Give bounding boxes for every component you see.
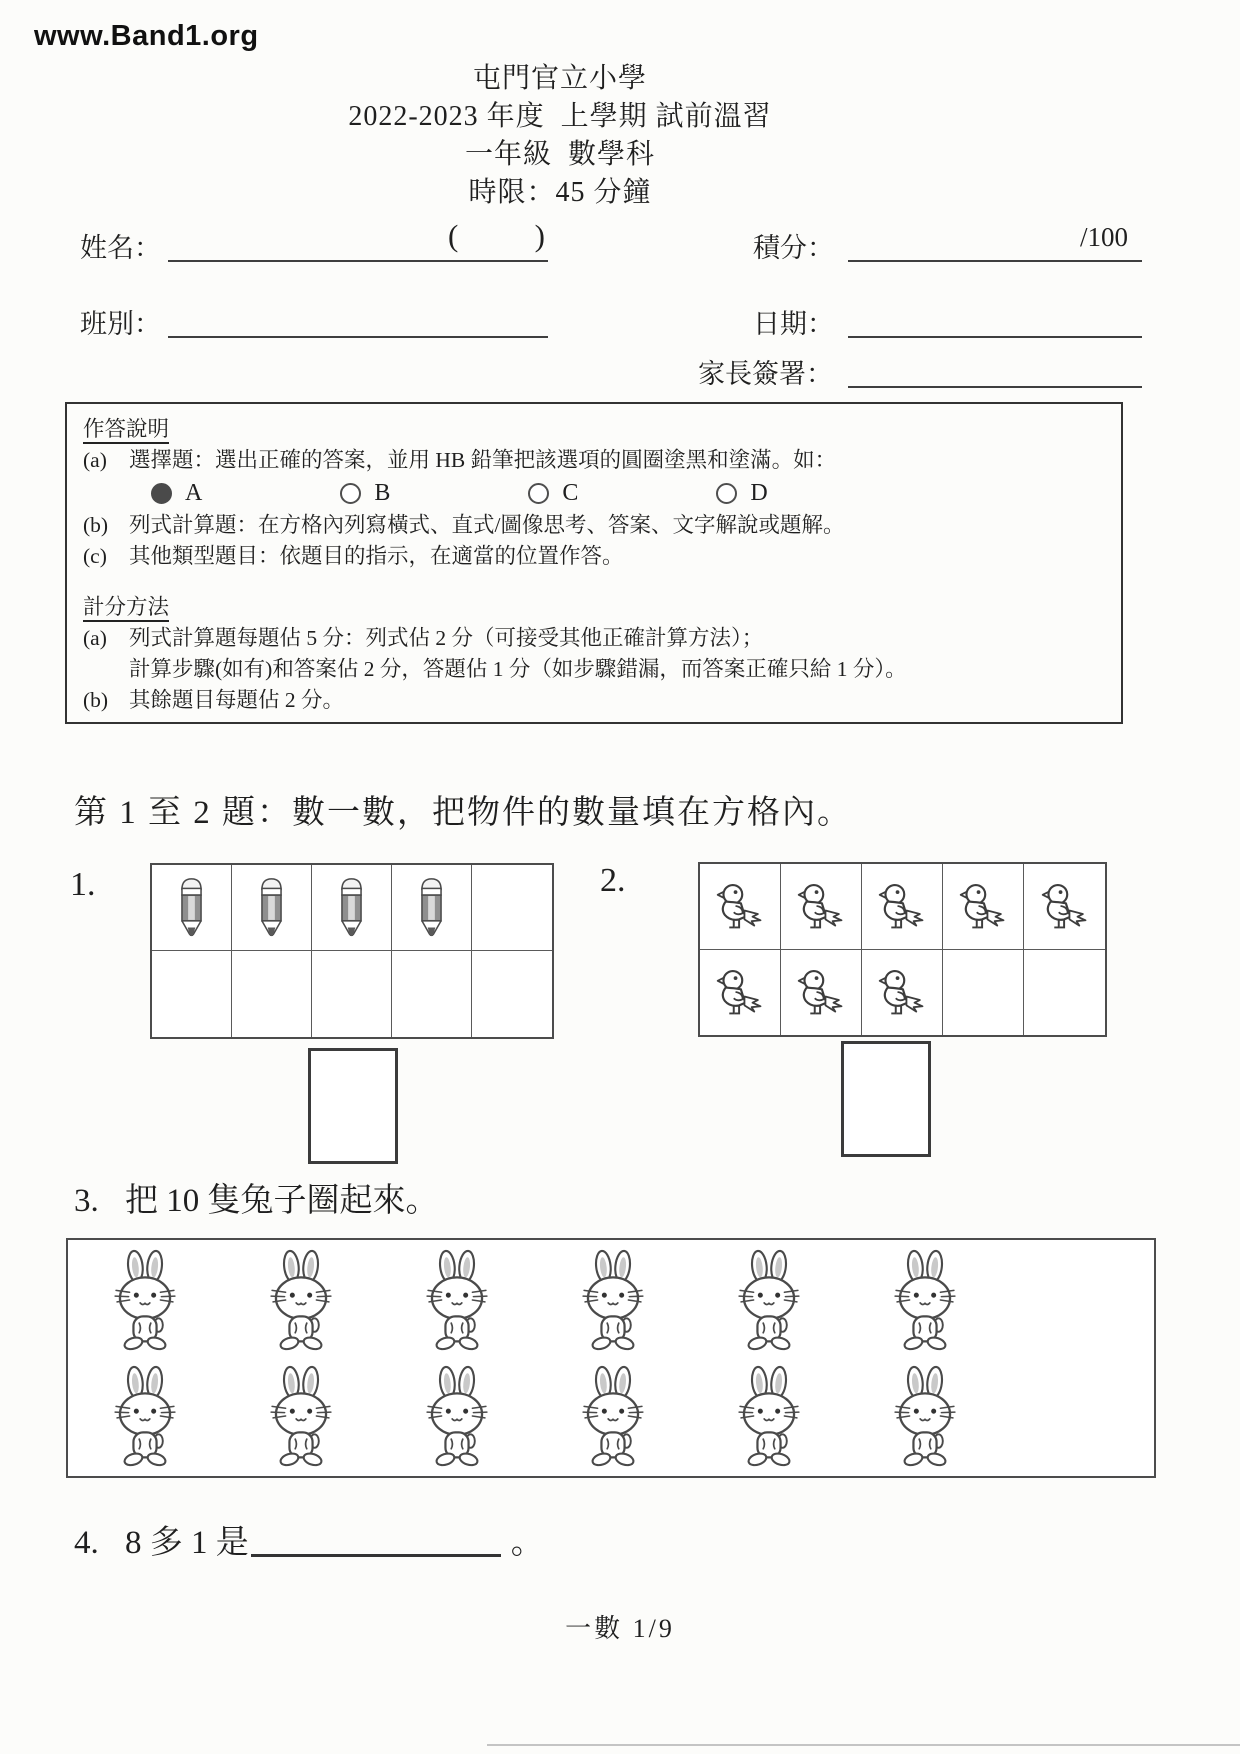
rabbit-icon[interactable] xyxy=(574,1364,652,1468)
grid-cell xyxy=(700,950,781,1036)
grid-cell xyxy=(700,864,781,950)
q1-number: 1. xyxy=(70,866,96,903)
grid-cell xyxy=(232,951,312,1037)
school-name: 屯門官立小學 xyxy=(472,63,647,94)
q2-grid xyxy=(698,862,1107,1037)
q3-text: 把 10 隻兔子圈起來。 xyxy=(125,1183,439,1219)
empty-bubble-icon xyxy=(528,483,549,504)
sample-option-C xyxy=(528,480,578,507)
grid-cell xyxy=(943,950,1024,1036)
instruction-item-b: (b) 列式計算題：在方格內列寫橫式、直式/圖像思考、答案、文字解說或題解。 xyxy=(83,513,845,537)
q3-question xyxy=(74,1174,439,1221)
year-term: 2022-2023 年度 上學期 試前溫習 xyxy=(348,101,772,132)
time-limit: 時限：45 分鐘 xyxy=(468,177,652,208)
instructions-box xyxy=(65,402,1123,724)
exam-header xyxy=(0,60,1120,212)
rabbit-icon[interactable] xyxy=(574,1248,652,1352)
q4-number: 4. xyxy=(74,1525,99,1561)
paren-open: ( xyxy=(448,218,459,253)
grid-cell xyxy=(472,865,552,951)
empty-bubble-icon xyxy=(340,483,361,504)
bird-icon xyxy=(875,967,929,1017)
option-label: B xyxy=(374,479,391,506)
paren-close: ) xyxy=(534,218,545,253)
sample-option-D xyxy=(716,480,767,507)
pencil-icon xyxy=(177,876,206,939)
page-footer: 一數 1/9 xyxy=(565,1614,675,1643)
pencil-icon xyxy=(417,876,446,939)
pencil-icon xyxy=(337,876,366,939)
grid-cell xyxy=(1024,864,1105,950)
q2-answer-box[interactable] xyxy=(841,1041,931,1157)
bird-icon xyxy=(794,967,848,1017)
pencil-icon xyxy=(257,876,286,939)
section-1-2-heading: 第 1 至 2 題：數一數，把物件的數量填在方格內。 xyxy=(74,795,852,831)
grid-cell xyxy=(392,865,472,951)
scoring-title: 計分方法 xyxy=(83,595,169,622)
mc-sample-options xyxy=(83,476,1105,510)
rabbit-icon[interactable] xyxy=(262,1364,340,1468)
rabbit-icon[interactable] xyxy=(106,1248,184,1352)
rabbit-field xyxy=(66,1238,1156,1478)
date-label: 日期： xyxy=(753,309,834,339)
scoring-item-a: (a) 列式計算題每題佔 5 分：列式佔 2 分（可接受其他正確計算方法）； xyxy=(83,626,764,650)
q1-grid xyxy=(150,863,554,1039)
option-label: C xyxy=(562,479,579,506)
bird-icon xyxy=(794,881,848,931)
instructions-title: 作答說明 xyxy=(83,417,169,444)
option-label: D xyxy=(750,479,768,506)
rabbit-icon[interactable] xyxy=(730,1364,808,1468)
filled-bubble-icon xyxy=(151,483,172,504)
instruction-item-c: (c) 其他類型題目：依題目的指示，在適當的位置作答。 xyxy=(83,544,624,568)
grid-cell xyxy=(862,950,943,1036)
grid-cell xyxy=(781,950,862,1036)
name-label: 姓名： xyxy=(80,233,161,263)
parent-signature-label: 家長簽署： xyxy=(698,359,833,389)
rabbit-icon[interactable] xyxy=(106,1364,184,1468)
bird-icon xyxy=(713,967,767,1017)
rabbit-icon[interactable] xyxy=(418,1364,496,1468)
instruction-item-a: (a) 選擇題：選出正確的答案，並用 HB 鉛筆把該選項的圓圈塗黑和塗滿。如： xyxy=(83,448,837,472)
rabbit-icon[interactable] xyxy=(886,1248,964,1352)
parent-signature-field[interactable] xyxy=(848,350,1142,388)
rabbit-icon[interactable] xyxy=(730,1248,808,1352)
sample-option-B xyxy=(340,480,390,507)
q4-question xyxy=(74,1516,544,1563)
q2-number: 2. xyxy=(600,862,626,899)
grid-cell xyxy=(1024,950,1105,1036)
class-number-parens xyxy=(448,218,545,254)
grid-cell xyxy=(943,864,1024,950)
rabbit-icon[interactable] xyxy=(418,1248,496,1352)
q4-answer-blank[interactable] xyxy=(251,1521,501,1557)
grid-cell xyxy=(312,951,392,1037)
date-field[interactable] xyxy=(848,300,1142,338)
grid-cell xyxy=(232,865,312,951)
empty-bubble-icon xyxy=(716,483,737,504)
grade-subject: 一年級 數學科 xyxy=(464,139,655,170)
grid-cell xyxy=(392,951,472,1037)
grid-cell xyxy=(781,864,862,950)
q1-answer-box[interactable] xyxy=(308,1048,398,1164)
watermark: www.Band1.org xyxy=(34,20,259,52)
rabbit-row xyxy=(68,1358,1154,1474)
grid-cell xyxy=(152,865,232,951)
scan-artifact-line xyxy=(487,1744,1240,1746)
grid-cell xyxy=(862,864,943,950)
scoring-item-b: (b) 其餘題目每題佔 2 分。 xyxy=(83,688,345,712)
class-field[interactable] xyxy=(168,300,548,338)
option-label: A xyxy=(185,479,203,506)
score-total: /100 xyxy=(1080,222,1129,252)
scoring-item-a-continued: 計算步驟(如有)和答案佔 2 分，答題佔 1 分（如步驟錯漏，而答案正確只給 1 分）。 xyxy=(129,657,907,681)
grid-cell xyxy=(152,951,232,1037)
grid-cell xyxy=(472,951,552,1037)
q4-period: 。 xyxy=(510,1525,544,1561)
grid-cell xyxy=(312,865,392,951)
spacer xyxy=(83,572,1105,592)
rabbit-row xyxy=(68,1242,1154,1358)
q3-number: 3. xyxy=(74,1183,99,1219)
sample-option-A xyxy=(151,480,202,507)
class-label: 班別： xyxy=(80,309,161,339)
bird-icon xyxy=(713,881,767,931)
score-label: 積分： xyxy=(753,233,834,263)
rabbit-icon[interactable] xyxy=(262,1248,340,1352)
bird-icon xyxy=(1038,881,1092,931)
q4-text: 8 多 1 是 xyxy=(125,1525,249,1561)
bird-icon xyxy=(875,881,929,931)
rabbit-icon[interactable] xyxy=(886,1364,964,1468)
bird-icon xyxy=(956,881,1010,931)
